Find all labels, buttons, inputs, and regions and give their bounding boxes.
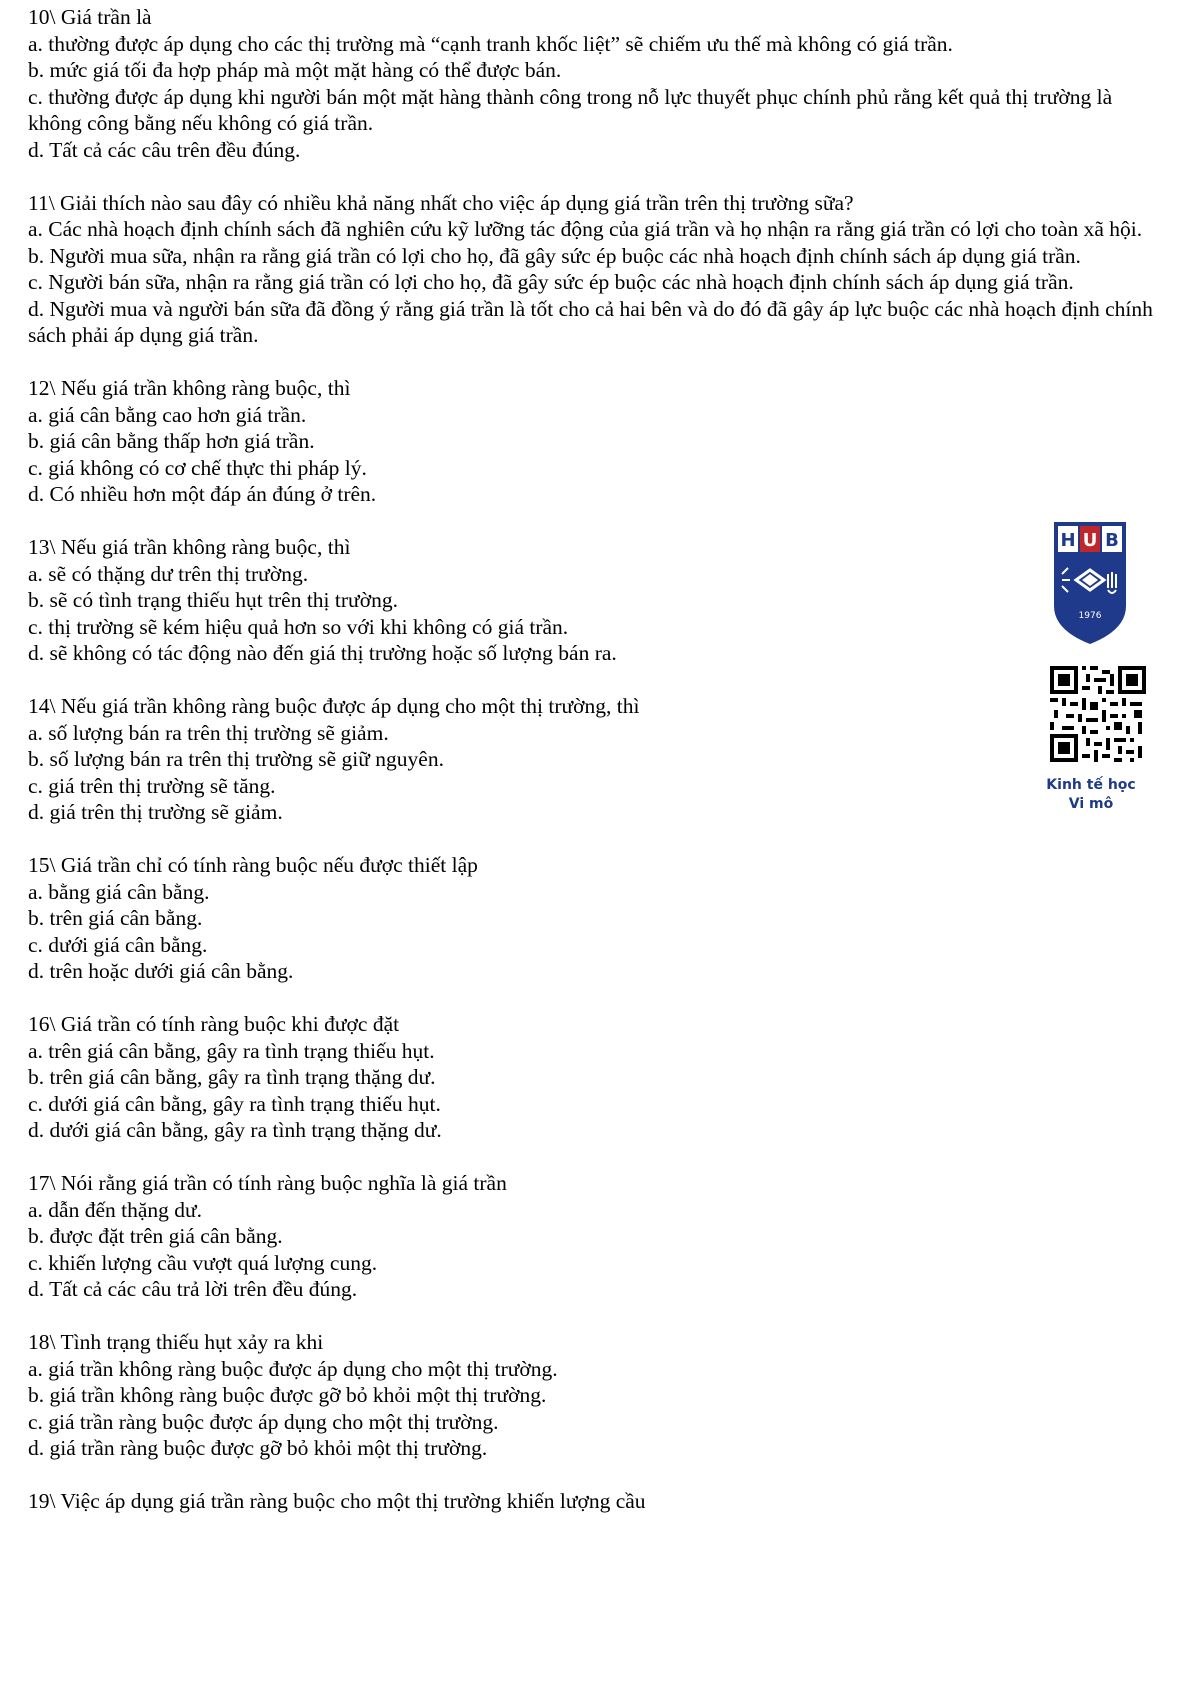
document-body <box>28 4 1168 1541</box>
logo-letter-b: B <box>1105 530 1119 551</box>
option-a: a. giá cân bằng cao hơn giá trần. <box>28 402 307 427</box>
question-text: 18\ Tình trạng thiếu hụt xảy ra khi <box>28 1330 324 1354</box>
option-b: b. sẽ có tình trạng thiếu hụt trên thị trường. <box>28 588 398 612</box>
option-b: b. số lượng bán ra trên thị trường sẽ giữ nguyên. <box>28 747 444 771</box>
option-c: c. khiến lượng cầu vượt quá lượng cung. <box>28 1250 378 1275</box>
option-d: d. Tất cả các câu trên đều đúng. <box>28 137 301 162</box>
hub-logo <box>1048 518 1132 648</box>
question-text: 19\ Việc áp dụng giá trần ràng buộc cho một thị trường khiến lượng cầu <box>28 1489 646 1513</box>
option-a: a. số lượng bán ra trên thị trường sẽ giảm. <box>28 720 389 745</box>
hub-shield-icon <box>1048 518 1132 648</box>
logo-year: 1976 <box>1078 611 1102 621</box>
question-text: 13\ Nếu giá trần không ràng buộc, thì <box>28 535 351 559</box>
question-13 <box>28 534 1168 667</box>
question-text: 15\ Giá trần chỉ có tính ràng buộc nếu được thiết lập <box>28 853 478 877</box>
option-a: a. Các nhà hoạch định chính sách đã nghiên cứu kỹ lưỡng tác động của giá trần và họ nhận ra rằng giá trần có lợi cho toàn xã hội. <box>28 217 1143 241</box>
question-19 <box>28 1488 1168 1515</box>
option-c: c. dưới giá cân bằng. <box>28 932 208 957</box>
question-16 <box>28 1011 1168 1144</box>
option-c: c. giá trên thị trường sẽ tăng. <box>28 773 276 798</box>
question-14 <box>28 693 1168 826</box>
question-text: 12\ Nếu giá trần không ràng buộc, thì <box>28 376 351 400</box>
option-a: a. sẽ có thặng dư trên thị trường. <box>28 561 309 586</box>
option-c: c. Người bán sữa, nhận ra rằng giá trần có lợi cho họ, đã gây sức ép buộc các nhà hoạch định chính sách áp dụng giá trần. <box>28 270 1074 294</box>
qr-code[interactable] <box>1050 666 1146 762</box>
question-17 <box>28 1170 1168 1303</box>
question-text: 10\ Giá trần là <box>28 5 152 29</box>
option-a: a. thường được áp dụng cho các thị trường mà “cạnh tranh khốc liệt” sẽ chiếm ưu thế mà không có giá trần. <box>28 31 953 56</box>
question-11 <box>28 190 1168 349</box>
option-d: d. dưới giá cân bằng, gây ra tình trạng thặng dư. <box>28 1118 442 1142</box>
option-a: a. dẫn đến thặng dư. <box>28 1197 203 1222</box>
option-c: c. dưới giá cân bằng, gây ra tình trạng thiếu hụt. <box>28 1091 441 1116</box>
option-c: c. thị trường sẽ kém hiệu quả hơn so với khi không có giá trần. <box>28 614 569 639</box>
option-d: d. sẽ không có tác động nào đến giá thị trường hoặc số lượng bán ra. <box>28 641 617 665</box>
option-b: b. trên giá cân bằng. <box>28 906 203 930</box>
question-18 <box>28 1329 1168 1462</box>
question-15 <box>28 852 1168 985</box>
question-10 <box>28 4 1168 163</box>
question-text: 17\ Nói rằng giá trần có tính ràng buộc nghĩa là giá trần <box>28 1171 507 1195</box>
option-b: b. Người mua sữa, nhận ra rằng giá trần có lợi cho họ, đã gây sức ép buộc các nhà hoạch định chính sách áp dụng giá trần. <box>28 243 1081 268</box>
option-a: a. giá trần không ràng buộc được áp dụng cho một thị trường. <box>28 1356 558 1381</box>
option-d: d. giá trên thị trường sẽ giảm. <box>28 800 283 824</box>
option-b: b. được đặt trên giá cân bằng. <box>28 1224 283 1248</box>
option-b: b. giá trần không ràng buộc được gỡ bỏ khỏi một thị trường. <box>28 1383 547 1407</box>
logo-caption <box>1036 776 1146 814</box>
option-b: b. giá cân bằng thấp hơn giá trần. <box>28 429 315 453</box>
question-text: 14\ Nếu giá trần không ràng buộc được áp dụng cho một thị trường, thì <box>28 694 640 718</box>
question-text: 11\ Giải thích nào sau đây có nhiều khả năng nhất cho việc áp dụng giá trần trên thị trường sữa? <box>28 190 854 215</box>
option-b: b. trên giá cân bằng, gây ra tình trạng thặng dư. <box>28 1065 436 1089</box>
qr-code-icon <box>1050 666 1146 762</box>
question-text: 16\ Giá trần có tính ràng buộc khi được đặt <box>28 1012 400 1036</box>
question-12 <box>28 375 1168 508</box>
option-d: d. Người mua và người bán sữa đã đồng ý rằng giá trần là tốt cho cả hai bên và do đó đã gây áp lực buộc các nhà hoạch định chính sách phải áp dụng giá trần. <box>28 296 1153 347</box>
option-a: a. bằng giá cân bằng. <box>28 879 210 904</box>
caption-line-2: Vi mô <box>1068 796 1114 812</box>
option-d: d. Có nhiều hơn một đáp án đúng ở trên. <box>28 482 377 506</box>
option-d: d. giá trần ràng buộc được gỡ bỏ khỏi một thị trường. <box>28 1436 488 1460</box>
option-d: d. trên hoặc dưới giá cân bằng. <box>28 959 294 983</box>
option-c: c. giá không có cơ chế thực thi pháp lý. <box>28 455 367 480</box>
option-c: c. giá trần ràng buộc được áp dụng cho một thị trường. <box>28 1409 499 1434</box>
logo-letter-h: H <box>1060 530 1076 551</box>
caption-line-1: Kinh tế học <box>1046 777 1136 793</box>
option-a: a. trên giá cân bằng, gây ra tình trạng thiếu hụt. <box>28 1038 435 1063</box>
option-d: d. Tất cả các câu trả lời trên đều đúng. <box>28 1277 358 1301</box>
option-b: b. mức giá tối đa hợp pháp mà một mặt hàng có thể được bán. <box>28 58 562 82</box>
logo-letter-u: U <box>1082 530 1098 551</box>
option-c: c. thường được áp dụng khi người bán một mặt hàng thành công trong nỗ lực thuyết phục chính phủ rằng kết quả thị trường là không công bằng nếu không có giá trần. <box>28 84 1113 135</box>
